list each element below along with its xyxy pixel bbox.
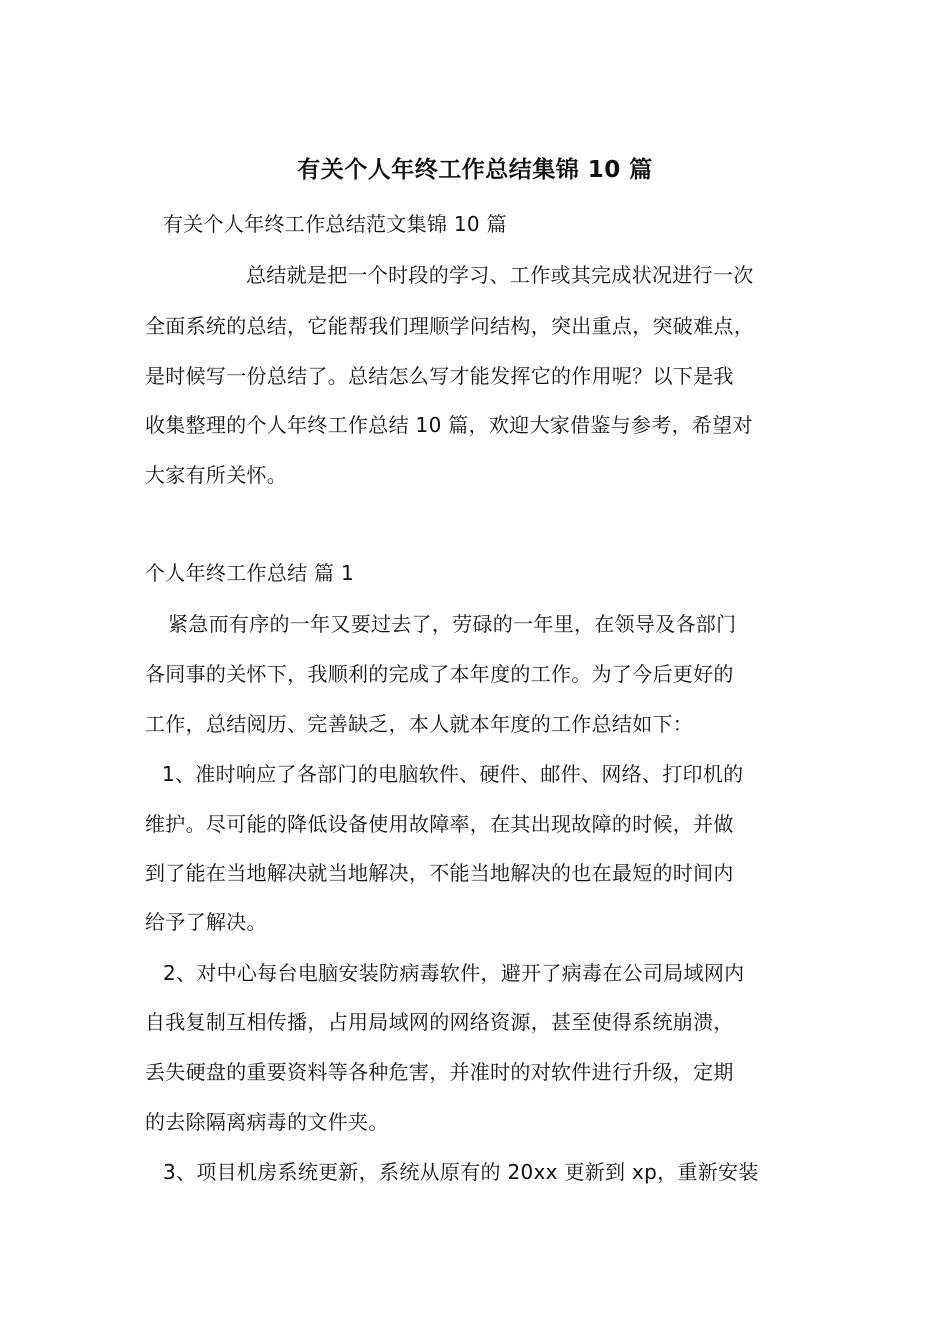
paragraph-line: 给予了解决。 xyxy=(145,910,267,934)
document-subtitle: 有关个人年终工作总结范文集锦 10 篇 xyxy=(163,212,507,236)
paragraph-line: 2、对中心每台电脑安装防病毒软件，避开了病毒在公司局域网内 xyxy=(163,961,745,985)
intro-line: 大家有所关怀。 xyxy=(145,463,288,487)
paragraph-line: 维护。尽可能的降低设备使用故障率，在其出现故障的时候，并做 xyxy=(145,812,734,836)
paragraph-line: 1、准时响应了各部门的电脑软件、硬件、邮件、网络、打印机的 xyxy=(162,762,744,786)
paragraph-line: 工作，总结阅历、完善缺乏，本人就本年度的工作总结如下： xyxy=(145,712,694,736)
paragraph-line: 紧急而有序的一年又要过去了，劳碌的一年里，在领导及各部门 xyxy=(168,612,737,636)
intro-line: 是时候写一份总结了。总结怎么写才能发挥它的作用呢？以下是我 xyxy=(145,364,734,388)
intro-line: 总结就是把一个时段的学习、工作或其完成状况进行一次 xyxy=(246,263,754,287)
intro-line: 收集整理的个人年终工作总结 10 篇，欢迎大家借鉴与参考，希望对 xyxy=(145,413,753,437)
paragraph-line: 到了能在当地解决就当地解决，不能当地解决的也在最短的时间内 xyxy=(145,861,734,885)
section-heading: 个人年终工作总结 篇 1 xyxy=(145,561,355,585)
paragraph-line: 3、项目机房系统更新，系统从原有的 20xx 更新到 xp，重新安装 xyxy=(163,1160,759,1184)
document-title: 有关个人年终工作总结集锦 10 篇 xyxy=(297,157,653,183)
paragraph-line: 各同事的关怀下，我顺利的完成了本年度的工作。为了今后更好的 xyxy=(145,662,734,686)
paragraph-line: 丢失硬盘的重要资料等各种危害，并准时的对软件进行升级，定期 xyxy=(145,1060,734,1084)
paragraph-line: 的去除隔离病毒的文件夹。 xyxy=(145,1110,389,1134)
intro-line: 全面系统的总结，它能帮我们理顺学问结构，突出重点，突破难点， xyxy=(145,314,754,338)
paragraph-line: 自我复制互相传播，占用局域网的网络资源，甚至使得系统崩溃， xyxy=(145,1010,734,1034)
